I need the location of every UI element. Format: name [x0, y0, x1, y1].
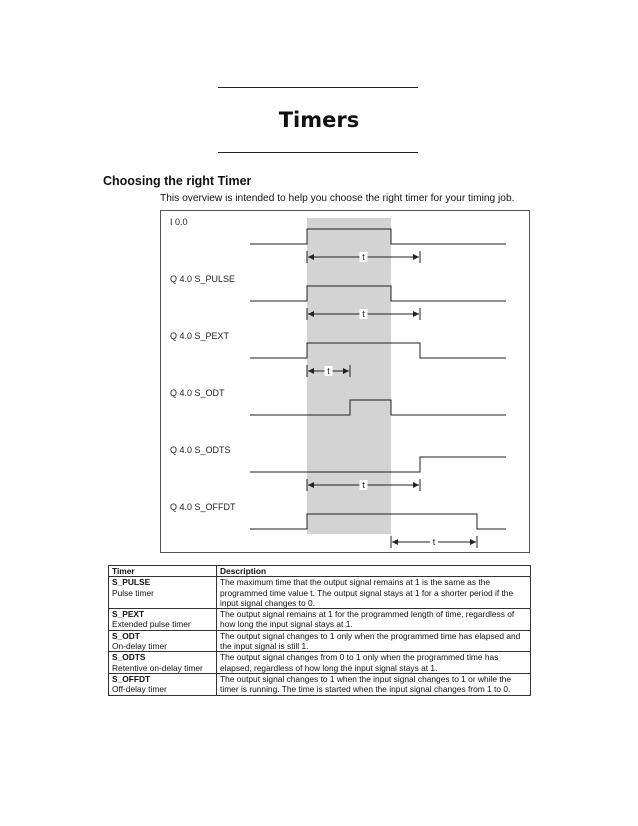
- timer-description: The output signal changes to 1 only when the programmed time has elapsed and the input signal is still 1.: [217, 630, 531, 652]
- intro-text: This overview is intended to help you choose the right timer for your timing job.: [160, 193, 515, 204]
- signal-label: Q 4.0 S_PEXT: [170, 331, 230, 341]
- signal-label: Q 4.0 S_ODT: [170, 388, 225, 398]
- section-heading: Choosing the right Timer: [103, 174, 252, 188]
- table-row: [109, 652, 531, 674]
- timer-subtitle: On-delay timer: [112, 641, 167, 652]
- table-row: [109, 577, 531, 609]
- header-timer: Timer: [109, 566, 217, 577]
- timer-subtitle: Retentive on-delay timer: [112, 662, 203, 673]
- timer-name: S_OFFDT: [112, 673, 151, 684]
- time-marker-label: t: [327, 366, 330, 376]
- timer-name: S_PULSE: [112, 577, 151, 588]
- timer-description: The maximum time that the output signal remains at 1 is the same as the programmed time value t. The output signal stays at 1 for a shorter period if the input signal changes to 0.: [217, 577, 531, 609]
- timer-description: The output signal changes from 0 to 1 only when the programmed time has elapsed, regardless of how long the input signal stays at 1.: [217, 652, 531, 674]
- timer-description: The output signal changes to 1 when the input signal changes to 1 or while the timer is running. The time is started when the input signal changes from 1 to 0.: [217, 673, 531, 695]
- header-description: Description: [217, 566, 531, 577]
- time-marker-label: t: [362, 309, 365, 319]
- timer-subtitle: Pulse timer: [112, 587, 154, 598]
- signal-label: Q 4.0 S_OFFDT: [170, 502, 236, 512]
- title-rule-top: [218, 87, 418, 88]
- timer-name: S_ODT: [112, 630, 140, 641]
- timer-subtitle: Off-delay timer: [112, 684, 167, 695]
- time-marker-label: t: [362, 252, 365, 262]
- table-row: [109, 673, 531, 695]
- timer-description: The output signal remains at 1 for the programmed length of time, regardless of how long the input signal stays at 1.: [217, 609, 531, 631]
- timer-name: S_ODTS: [112, 652, 146, 663]
- title-rule-bottom: [218, 152, 418, 153]
- signal-label: I 0.0: [170, 217, 188, 227]
- signal-label: Q 4.0 S_PULSE: [170, 274, 236, 284]
- input-high-band: [307, 218, 391, 534]
- timer-subtitle: Extended pulse timer: [112, 619, 191, 630]
- table-row: [109, 630, 531, 652]
- page-title: Timers: [278, 108, 360, 132]
- table-header-row: [109, 566, 531, 577]
- time-marker-label: t: [362, 480, 365, 490]
- timer-name: S_PEXT: [112, 609, 145, 620]
- time-marker-label: t: [432, 537, 436, 547]
- signal-label: Q 4.0 S_ODTS: [170, 445, 231, 455]
- table-row: [109, 609, 531, 631]
- timer-table: [108, 565, 531, 696]
- timing-diagram: [160, 210, 530, 553]
